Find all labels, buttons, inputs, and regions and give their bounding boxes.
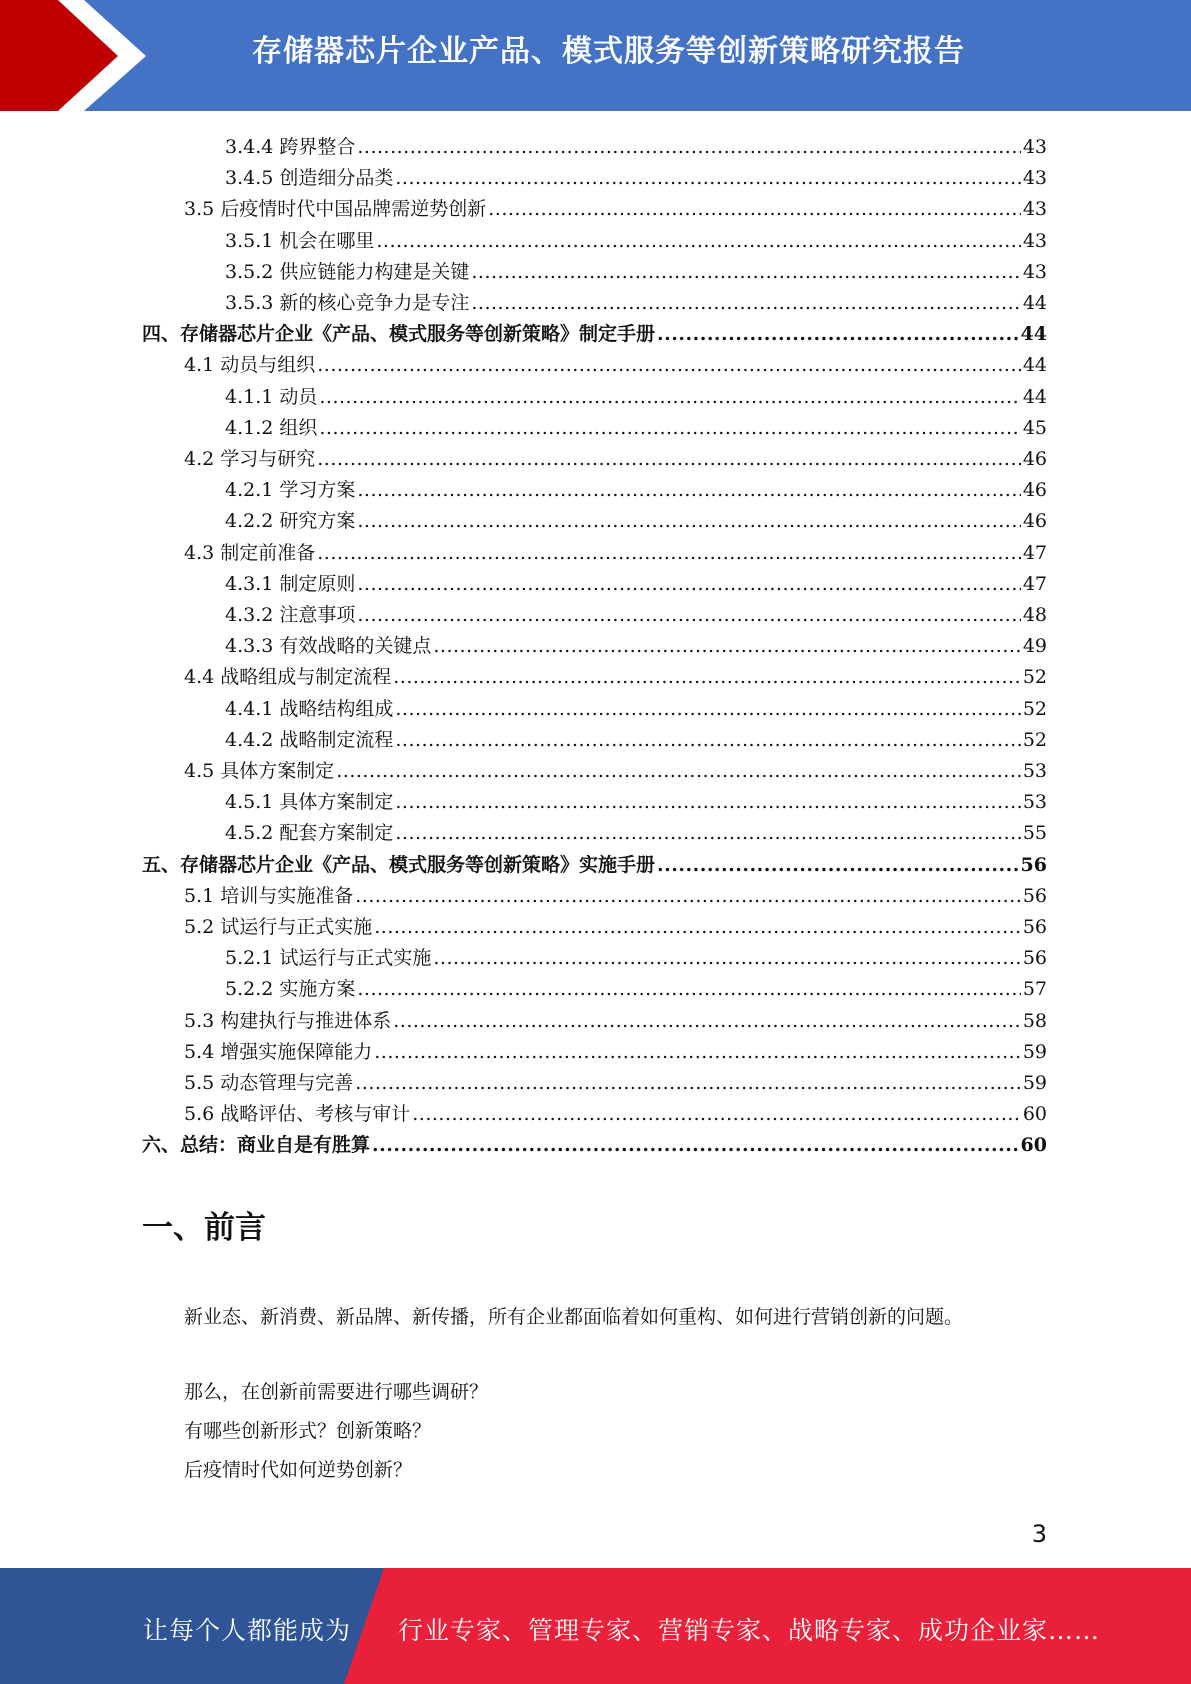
toc-leader-dots <box>357 603 1020 627</box>
toc-entry[interactable] <box>184 908 1047 939</box>
toc-entry-label: 5.2 试运行与正式实施 <box>184 916 373 938</box>
toc-entry-label: 5.6 战略评估、考核与审计 <box>184 1103 411 1126</box>
toc-entry-label: 5.2.2 实施方案 <box>225 978 356 1001</box>
toc-entry[interactable] <box>184 346 1047 377</box>
toc-entry-page: 56 <box>1022 947 1047 970</box>
intro-paragraph: 新业态、新消费、新品牌、新传播，所有企业都面临着如何重构、如何进行营销创新的问题。 <box>184 1306 964 1328</box>
toc-entry-page: 52 <box>1022 666 1047 689</box>
question-paragraph: 后疫情时代如何逆势创新？ <box>184 1459 413 1481</box>
toc-leader-dots <box>357 478 1020 502</box>
toc-leader-dots <box>433 946 1020 970</box>
toc-leader-dots <box>376 229 1020 253</box>
toc-entry-page: 46 <box>1022 448 1047 470</box>
toc-entry[interactable] <box>184 658 1047 689</box>
toc-leader-dots <box>317 541 1021 565</box>
toc-entry-page: 53 <box>1022 791 1047 814</box>
toc-leader-dots <box>395 821 1020 845</box>
toc-leader-dots <box>357 135 1020 159</box>
toc-entry-label: 5.5 动态管理与完善 <box>184 1072 354 1094</box>
toc-entry-page: 43 <box>1022 229 1047 252</box>
toc-entry-label: 4.3.3 有效战略的关键点 <box>225 635 432 658</box>
toc-entry-page: 43 <box>1022 167 1047 190</box>
toc-entry-page: 57 <box>1022 978 1047 1001</box>
toc-entry-page: 60 <box>1022 1103 1047 1126</box>
toc-leader-dots <box>336 759 1021 783</box>
toc-entry[interactable] <box>142 846 1047 877</box>
toc-leader-dots <box>393 665 1021 689</box>
toc-leader-dots <box>657 853 1019 877</box>
toc-entry[interactable] <box>184 752 1047 783</box>
toc-entry-label: 4.4.2 战略制定流程 <box>225 728 394 751</box>
toc-entry-label: 4.1 动员与组织 <box>184 354 316 377</box>
toc-entry-page: 44 <box>1022 292 1047 314</box>
toc-leader-dots <box>395 697 1020 721</box>
toc-entry[interactable] <box>225 939 1047 970</box>
report-title: 存储器芯片企业产品、模式服务等创新策略研究报告 <box>252 34 965 69</box>
toc-entry[interactable] <box>225 409 1047 440</box>
toc-entry-label: 5.2.1 试运行与正式实施 <box>225 947 432 970</box>
toc-entry-page: 46 <box>1022 510 1047 533</box>
toc-entry-page: 44 <box>1022 385 1047 408</box>
toc-entry[interactable] <box>184 534 1047 565</box>
toc-entry-page: 53 <box>1022 760 1047 782</box>
toc-entry[interactable] <box>225 690 1047 721</box>
toc-entry[interactable] <box>225 565 1047 596</box>
toc-entry-page: 47 <box>1022 572 1047 595</box>
toc-entry-label: 4.2.2 研究方案 <box>225 510 356 533</box>
toc-leader-dots <box>471 291 1020 315</box>
toc-entry[interactable] <box>225 814 1047 845</box>
toc-leader-dots <box>357 572 1020 596</box>
page-number: 3 <box>1031 1520 1047 1548</box>
toc-entry-label: 4.2 学习与研究 <box>184 448 316 470</box>
toc-entry-label: 四、存储器芯片企业《产品、模式服务等创新策略》制定手册 <box>142 323 656 346</box>
toc-entry-label: 4.1.2 组织 <box>225 416 318 439</box>
toc-entry[interactable] <box>184 1064 1047 1095</box>
toc-entry-label: 3.5.1 机会在哪里 <box>225 229 375 252</box>
toc-leader-dots <box>372 1133 1019 1157</box>
toc-entry[interactable] <box>225 253 1047 284</box>
toc-entry[interactable] <box>225 970 1047 1001</box>
toc-entry-page: 52 <box>1022 697 1047 720</box>
question-paragraph: 有哪些创新形式？创新策略？ <box>184 1420 432 1442</box>
toc-entry-page: 49 <box>1022 635 1047 658</box>
toc-entry-label: 五、存储器芯片企业《产品、模式服务等创新策略》实施手册 <box>142 853 656 876</box>
toc-entry-page: 52 <box>1022 728 1047 751</box>
toc-leader-dots <box>395 790 1020 814</box>
toc-entry-page: 45 <box>1022 416 1047 439</box>
toc-leader-dots <box>433 634 1020 658</box>
toc-entry-label: 六、总结：商业自是有胜算 <box>142 1134 371 1157</box>
toc-leader-dots <box>374 1040 1021 1064</box>
toc-entry-page: 47 <box>1022 541 1047 564</box>
toc-entry[interactable] <box>225 378 1047 409</box>
toc-leader-dots <box>357 977 1020 1001</box>
toc-entry[interactable] <box>225 128 1047 159</box>
section-heading: 一、前言 <box>142 1210 266 1246</box>
toc-entry-label: 5.3 构建执行与推进体系 <box>184 1009 392 1032</box>
toc-entry[interactable] <box>184 440 1047 471</box>
toc-entry-label: 4.5 具体方案制定 <box>184 760 335 782</box>
toc-leader-dots <box>319 416 1020 440</box>
toc-leader-dots <box>488 197 1021 221</box>
toc-entry[interactable] <box>225 222 1047 253</box>
toc-entry[interactable] <box>225 471 1047 502</box>
toc-leader-dots <box>412 1102 1021 1126</box>
toc-entry-page: 44 <box>1022 354 1047 377</box>
toc-entry[interactable] <box>142 315 1047 346</box>
toc-leader-dots <box>374 915 1021 939</box>
toc-entry-page: 56 <box>1022 884 1047 907</box>
toc-leader-dots <box>393 1009 1021 1033</box>
toc-entry[interactable] <box>184 190 1047 221</box>
toc-entry[interactable] <box>225 284 1047 315</box>
toc-entry-label: 3.5.3 新的核心竞争力是专注 <box>225 292 470 314</box>
footer-slogan-right: 行业专家、管理专家、营销专家、战略专家、成功企业家…… <box>398 1616 1101 1645</box>
toc-entry-page: 59 <box>1022 1040 1047 1063</box>
toc-entry-page: 46 <box>1022 479 1047 502</box>
toc-entry-page: 43 <box>1022 260 1047 283</box>
toc-entry-page: 56 <box>1022 916 1047 938</box>
toc-entry[interactable] <box>184 1002 1047 1033</box>
toc-entry[interactable] <box>184 877 1047 908</box>
toc-entry-page: 58 <box>1022 1009 1047 1032</box>
footer-slogan-left: 让每个人都能成为 <box>143 1616 352 1645</box>
toc-leader-dots <box>657 322 1019 346</box>
toc-entry-label: 3.4.5 创造细分品类 <box>225 167 394 190</box>
toc-leader-dots <box>355 1071 1021 1095</box>
toc-entry[interactable] <box>184 1095 1047 1126</box>
toc-entry-page: 59 <box>1022 1072 1047 1094</box>
toc-entry-page: 48 <box>1022 604 1047 626</box>
toc-entry[interactable] <box>225 159 1047 190</box>
toc-entry[interactable] <box>225 627 1047 658</box>
toc-entry-label: 5.1 培训与实施准备 <box>184 884 354 907</box>
toc-entry-label: 4.4.1 战略结构组成 <box>225 697 394 720</box>
toc-entry[interactable] <box>225 596 1047 627</box>
toc-entry-label: 4.3.1 制定原则 <box>225 572 356 595</box>
toc-entry-label: 4.4 战略组成与制定流程 <box>184 666 392 689</box>
toc-entry-label: 3.5 后疫情时代中国品牌需逆势创新 <box>184 198 487 221</box>
toc-entry-label: 4.5.2 配套方案制定 <box>225 822 394 845</box>
toc-entry-label: 4.2.1 学习方案 <box>225 479 356 502</box>
toc-entry-page: 43 <box>1022 198 1047 221</box>
toc-entry-label: 4.1.1 动员 <box>225 385 318 408</box>
toc-leader-dots <box>471 260 1020 284</box>
toc-entry-page: 56 <box>1020 853 1047 876</box>
toc-entry[interactable] <box>142 1126 1047 1157</box>
toc-entry[interactable] <box>225 502 1047 533</box>
page-footer <box>0 1568 1191 1684</box>
toc-entry-page: 60 <box>1020 1134 1047 1157</box>
toc-leader-dots <box>395 166 1020 190</box>
toc-entry[interactable] <box>225 783 1047 814</box>
toc-entry-page: 55 <box>1022 822 1047 845</box>
toc-leader-dots <box>317 353 1021 377</box>
toc-entry[interactable] <box>225 721 1047 752</box>
toc-leader-dots <box>355 884 1021 908</box>
toc-entry-label: 4.5.1 具体方案制定 <box>225 791 394 814</box>
toc-entry-label: 5.4 增强实施保障能力 <box>184 1040 373 1063</box>
toc-entry-page: 44 <box>1020 323 1047 346</box>
toc-entry-label: 4.3 制定前准备 <box>184 541 316 564</box>
toc-leader-dots <box>357 509 1020 533</box>
toc-entry-page: 43 <box>1022 136 1047 158</box>
page-header <box>0 0 1191 111</box>
toc-entry[interactable] <box>184 1033 1047 1064</box>
question-paragraph: 那么，在创新前需要进行哪些调研？ <box>184 1381 489 1403</box>
toc-entry-label: 4.3.2 注意事项 <box>225 604 356 626</box>
toc-entry-label: 3.5.2 供应链能力构建是关键 <box>225 260 470 283</box>
toc-leader-dots <box>317 447 1021 471</box>
toc-entry-label: 3.4.4 跨界整合 <box>225 136 356 158</box>
toc-leader-dots <box>395 728 1020 752</box>
toc-leader-dots <box>319 385 1020 409</box>
